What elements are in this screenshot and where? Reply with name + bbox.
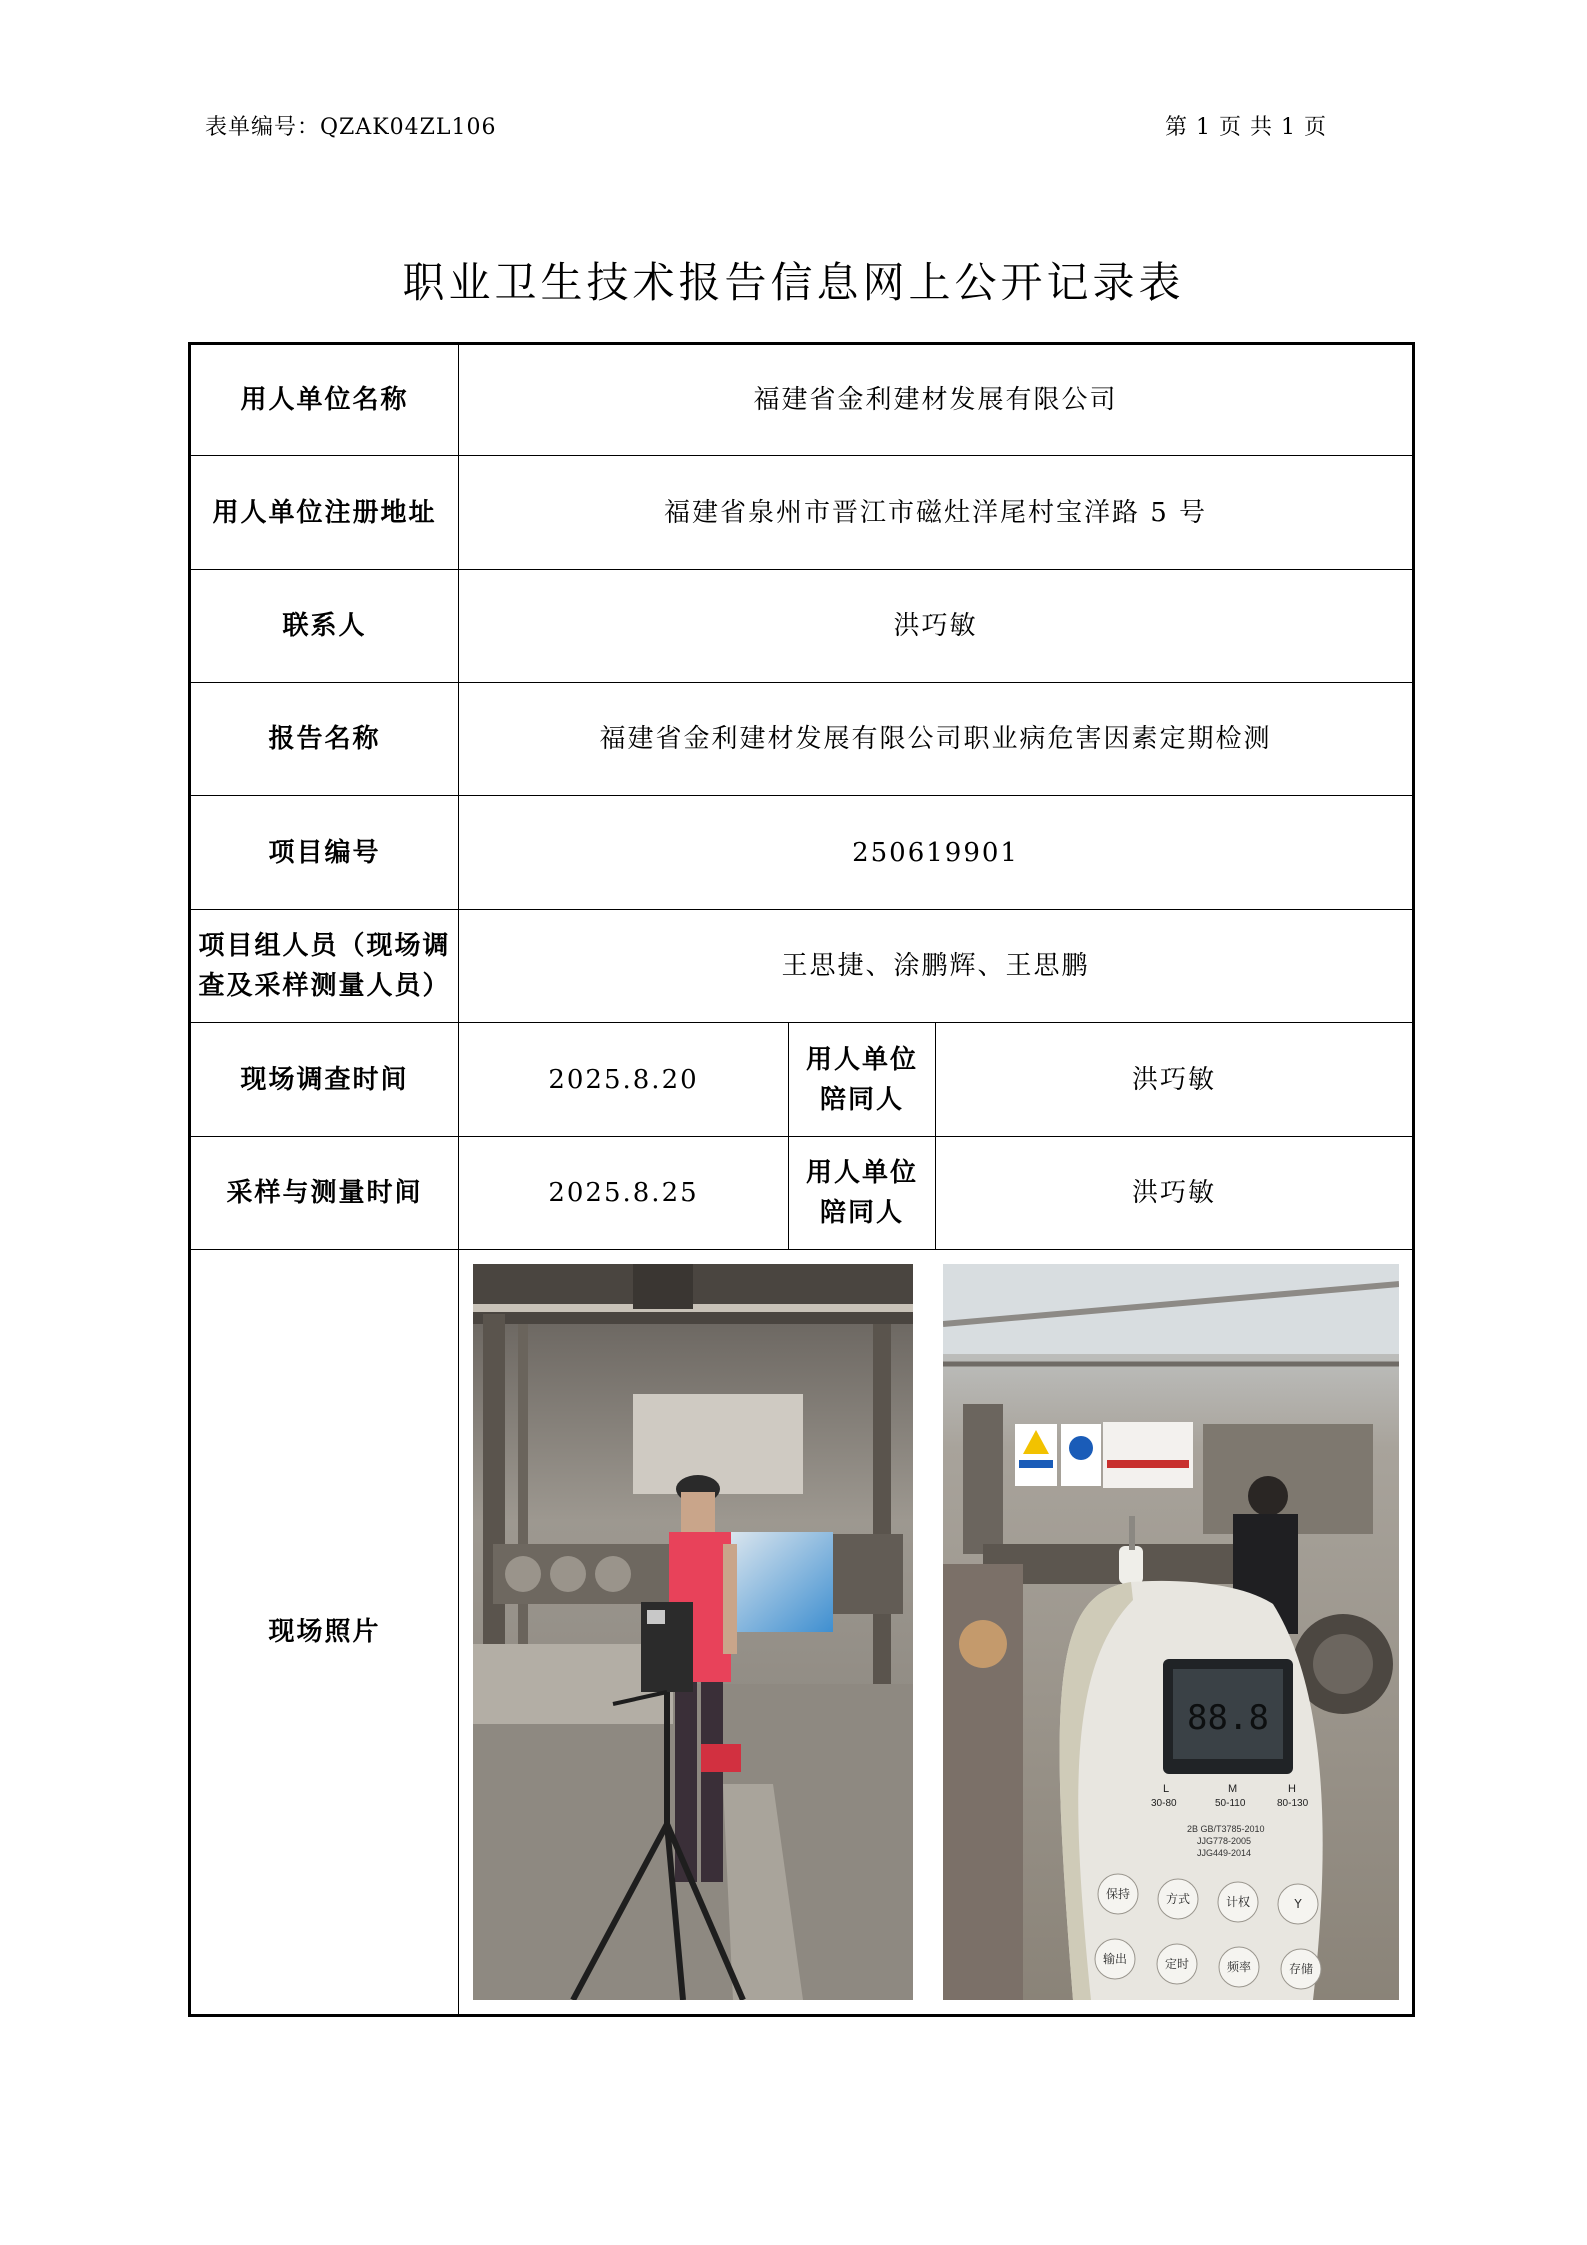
row-address: [190, 456, 1414, 570]
meter-range-h: 80-130: [1277, 1798, 1309, 1809]
row-survey: [190, 1023, 1414, 1137]
meter-button-label: 保持: [1105, 1887, 1131, 1901]
address-label: 用人单位注册地址: [190, 456, 459, 570]
team-value: 王思捷、涂鹏辉、王思鹏: [459, 910, 1414, 1023]
survey-time-label: 现场调查时间: [190, 1023, 459, 1137]
contact-label: 联系人: [190, 570, 459, 683]
row-project-no: [190, 796, 1414, 910]
row-employer-name: [190, 344, 1414, 456]
row-contact: [190, 570, 1414, 683]
meter-mode-m: M: [1228, 1783, 1238, 1795]
site-photo-noise-meter: [943, 1264, 1399, 2000]
meter-standard-2: JJG778-2005: [1197, 1836, 1252, 1846]
meter-button-label: 频率: [1226, 1960, 1252, 1974]
report-name-label: 报告名称: [190, 683, 459, 796]
photos-label: 现场照片: [190, 1250, 459, 2016]
form-number: 表单编号：QZAK04ZL106: [205, 115, 497, 140]
meter-standard-3: JJG449-2014: [1197, 1848, 1252, 1858]
sampling-time-value: 2025.8.25: [459, 1137, 789, 1250]
project-no-value: 250619901: [459, 796, 1414, 910]
meter-range-l: 30-80: [1151, 1798, 1177, 1809]
record-table: [188, 342, 1415, 2017]
row-photos: [190, 1250, 1414, 2016]
survey-escort-value: 洪巧敏: [936, 1023, 1414, 1137]
survey-escort-label: 用人单位陪同人: [789, 1023, 936, 1137]
page-info: 第 1 页 共 1 页: [1165, 115, 1327, 140]
meter-button-label: 方式: [1165, 1892, 1191, 1906]
document-title: 职业卫生技术报告信息网上公开记录表: [402, 258, 1185, 307]
contact-value: 洪巧敏: [459, 570, 1414, 683]
meter-button-label: 输出: [1102, 1952, 1128, 1966]
sampling-escort-value: 洪巧敏: [936, 1137, 1414, 1250]
meter-mode-l: L: [1163, 1783, 1170, 1795]
employer-name-value: 福建省金利建材发展有限公司: [459, 344, 1414, 456]
report-name-value: 福建省金利建材发展有限公司职业病危害因素定期检测: [459, 683, 1414, 796]
meter-range-m: 50-110: [1215, 1798, 1246, 1809]
row-report-name: [190, 683, 1414, 796]
meter-button-label: 计权: [1225, 1895, 1251, 1909]
project-no-label: 项目编号: [190, 796, 459, 910]
meter-button-label: Y: [1294, 1897, 1302, 1911]
team-label: 项目组人员（现场调查及采样测量人员）: [190, 910, 459, 1023]
row-team: [190, 910, 1414, 1023]
site-photo-sampling: [473, 1264, 913, 2000]
meter-standard-1: 2B GB/T3785-2010: [1187, 1824, 1265, 1834]
meter-mode-h: H: [1288, 1783, 1296, 1795]
meter-button-label: 存储: [1288, 1962, 1314, 1976]
survey-time-value: 2025.8.20: [459, 1023, 789, 1137]
photos-cell: [459, 1250, 1414, 2016]
sampling-escort-label: 用人单位陪同人: [789, 1137, 936, 1250]
employer-name-label: 用人单位名称: [190, 344, 459, 456]
meter-button-label: 定时: [1164, 1957, 1190, 1971]
sampling-time-label: 采样与测量时间: [190, 1137, 459, 1250]
row-sampling: [190, 1137, 1414, 1250]
address-value: 福建省泉州市晋江市磁灶洋尾村宝洋路 5 号: [459, 456, 1414, 570]
svg-text:88.8: 88.8: [1187, 1698, 1269, 1738]
